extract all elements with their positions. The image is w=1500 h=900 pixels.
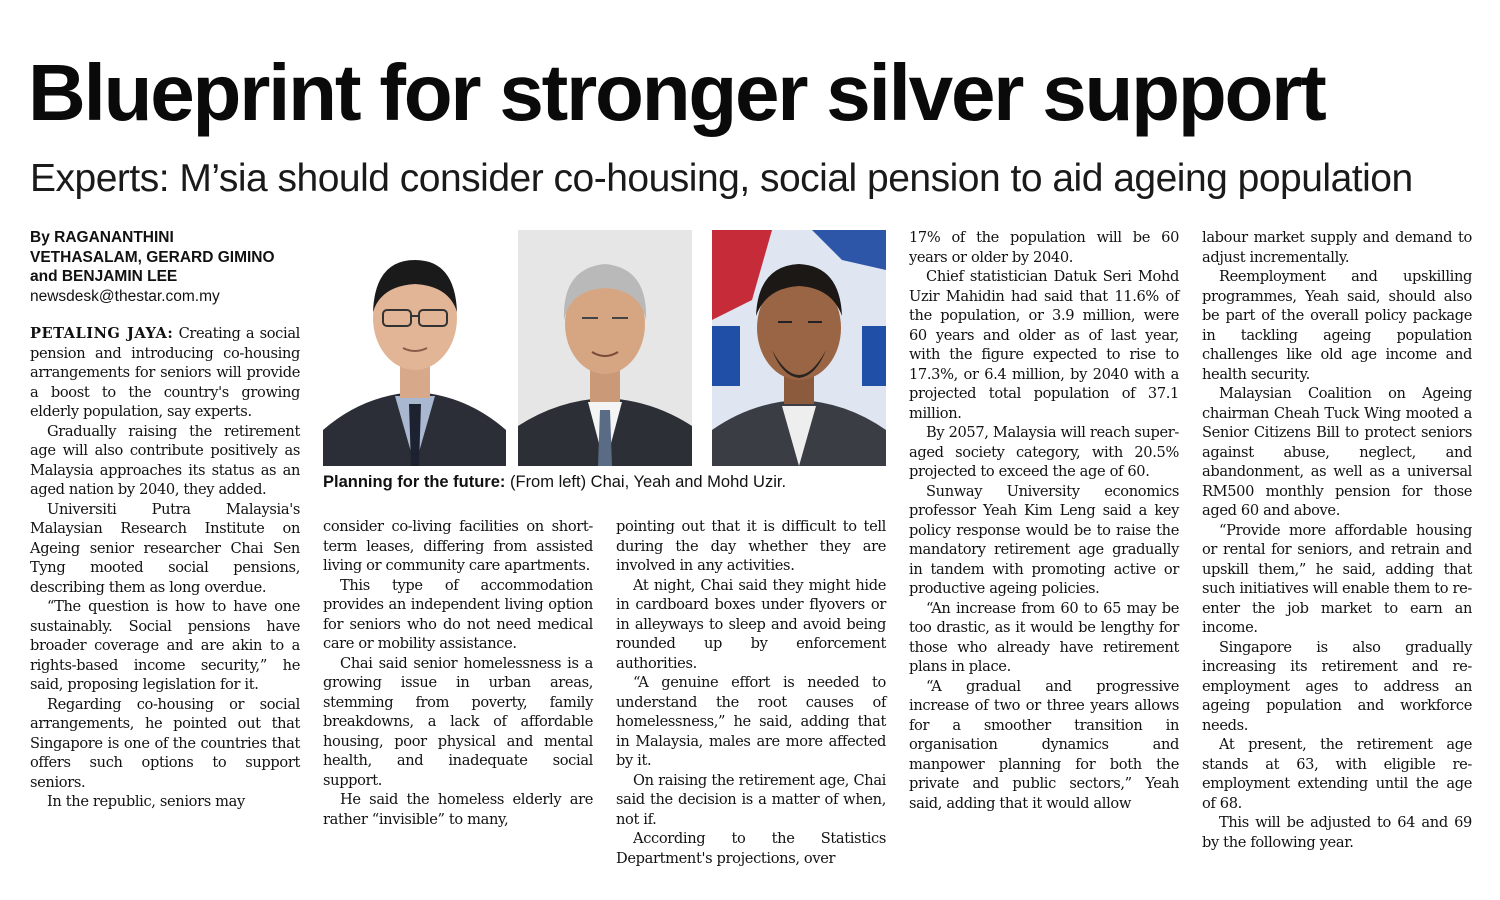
article-paragraph: At present, the retirement age stands at 63, with eligible re-employment extending until the age of 68. [1202,736,1472,812]
article-paragraph: PETALING JAYA: Creating a social pension and introducing co-housing arrangements for seniors will provide a boost to the country's growing elderly population, say experts. [30,325,300,420]
photo-mohd-uzir [712,230,886,466]
article-paragraph: Universiti Putra Malaysia's Malaysian Research Institute on Ageing senior researcher Chai Sen Tyng mooted social pensions, describing them as long overdue. [30,500,300,596]
portrait-mohd-uzir-image [712,230,886,466]
article-column-5 [1202,228,1472,852]
article-paragraph: This will be adjusted to 64 and 69 by the following year. [1202,814,1472,851]
article-paragraph: Singapore is also gradually increasing its retirement and re-employment ages to address an ageing population and workforce needs. [1202,638,1472,734]
article-paragraph: Reemployment and upskilling programmes, Yeah said, should also be part of the overall policy package in tackling ageing population challenges like old age income and health security. [1202,268,1472,383]
subheadline: Experts: M’sia should consider co-housing, social pension to aid ageing population [30,157,1413,200]
photo-strip [323,230,886,466]
article-paragraph: At night, Chai said they might hide in cardboard boxes under flyovers or in alleyways to sleep and avoid being rounded up by enforcement authorities. [616,576,886,672]
dateline: PETALING JAYA: [30,325,174,342]
article-column-2 [323,517,593,829]
article-paragraph: This type of accommodation provides an independent living option for seniors who do not need medical care or mobility assistance. [323,576,593,652]
byline-authors-line-2: VETHASALAM, GERARD GIMINO [30,248,275,266]
headline: Blueprint for stronger silver support [28,48,1325,137]
photo-chai [323,230,506,466]
article-paragraph: Chief statistician Datuk Seri Mohd Uzir Mahidin had said that 11.6% of the population, or 3.9 million, were 60 years and older as of last year, with the figure expected to rise to 17.3%, or 6.4 million, by 2040 with a projected total population of 37.1 million. [909,268,1179,422]
article-paragraph: Malaysian Coalition on Ageing chairman Cheah Tuck Wing mooted a Senior Citizens Bill to protect seniors against abuse, neglect, and abandonment, as well as a universal RM500 monthly pension for those aged 60 and above. [1202,385,1472,519]
article-paragraph: Gradually raising the retirement age will also contribute positively as Malaysia approaches its status as an aged nation by 2040, they added. [30,422,300,498]
article-paragraph: 17% of the population will be 60 years or older by 2040. [909,229,1179,266]
article-paragraph: “The question is how to have one sustainably. Social pensions have broader coverage and are akin to a rights-based income security,” he said, proposing legislation for it. [30,598,300,693]
article-paragraph: consider co-living facilities on short-term leases, differing from assisted living or community care apartments. [323,518,593,574]
photo-yeah [518,230,692,466]
portrait-yeah-image [518,230,692,466]
article-column-1 [30,324,300,812]
byline-authors-line-1: By RAGANANTHINI [30,229,174,246]
photo-caption-text: (From left) Chai, Yeah and Mohd Uzir. [505,473,787,491]
byline-authors-line-3: and BENJAMIN LEE [30,268,178,285]
article-paragraph: Regarding co-housing or social arrangements, he pointed out that Singapore is one of the countries that offers such options to support seniors. [30,695,300,791]
article-paragraph: According to the Statistics Department's projections, over [616,830,886,867]
article-paragraph: On raising the retirement age, Chai said the decision is a matter of when, not if. [616,771,886,828]
article-paragraph: Chai said senior homelessness is a growing issue in urban areas, stemming from poverty, family breakdowns, a lack of affordable housing, poor physical and mental health, and inadequate social support. [323,654,593,789]
article-paragraph: labour market supply and demand to adjust incrementally. [1202,229,1472,266]
article-paragraph: pointing out that it is difficult to tell during the day whether they are involved in any activities. [616,518,886,574]
photo-caption [323,471,893,493]
article-column-4 [909,228,1179,813]
byline [30,228,320,306]
article-paragraph: Sunway University economics professor Yeah Kim Leng said a key policy response would be to raise the mandatory retirement age gradually in tandem with promoting active or productive ageing policies. [909,482,1179,597]
article-paragraph: “An increase from 60 to 65 may be too drastic, as it would be lengthy for those who already have retirement plans in place. [909,599,1179,675]
article-paragraph: “A genuine effort is needed to understand the root causes of homelessness,” he said, adding that in Malaysia, males are more affected by it. [616,674,886,769]
portrait-chai-image [323,230,506,466]
byline-email[interactable]: newsdesk@thestar.com.my [30,287,220,305]
article-paragraph: “Provide more affordable housing or rental for seniors, and retrain and upskill them,” he said, adding that such initiatives will enable them to re-enter the job market to earn an income. [1202,521,1472,636]
article-paragraph: In the republic, seniors may [47,793,245,810]
article-paragraph: “A gradual and progressive increase of two or three years allows for a smoother transition in organisation dynamics and manpower planning for both the private and public sectors,” Yeah said, adding that it would allow [909,677,1179,812]
photo-caption-lead: Planning for the future: [323,473,506,491]
article-paragraph: He said the homeless elderly are rather “invisible” to many, [323,791,593,828]
article-column-3 [616,517,886,868]
article-paragraph: By 2057, Malaysia will reach super-aged society category, with 20.5% projected to exceed the age of 60. [909,424,1179,480]
